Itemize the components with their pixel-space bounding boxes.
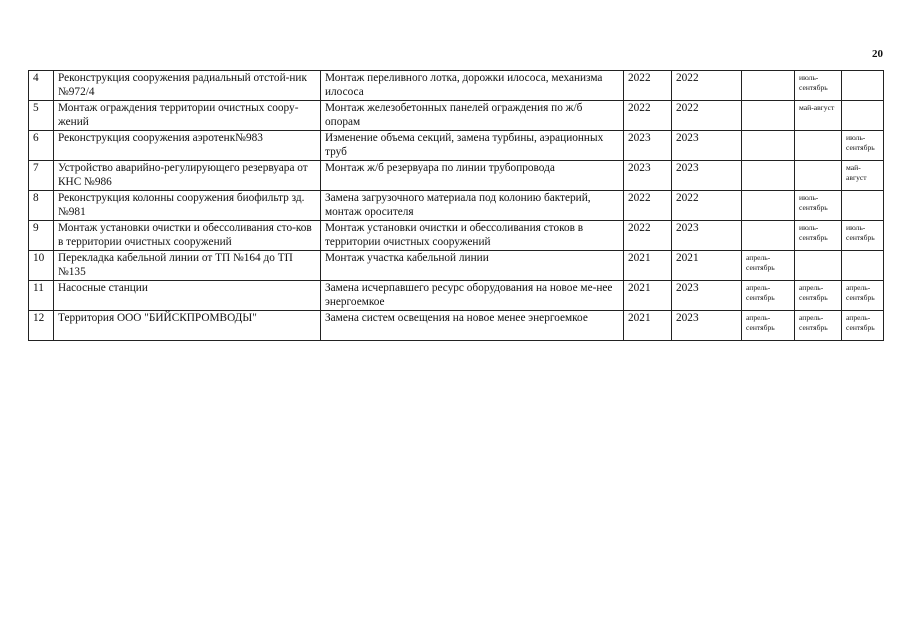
start-year-cell: 2021 — [624, 251, 672, 281]
period-2021-cell: апрель-сентябрь — [742, 311, 795, 341]
work-description-cell: Монтаж железобетонных панелей ограждения по ж/б опорам — [321, 101, 624, 131]
period-2022-cell: апрель-сентябрь — [795, 281, 842, 311]
period-2022-cell: июль-сентябрь — [795, 191, 842, 221]
period-2023-cell — [842, 191, 884, 221]
work-description-cell: Замена систем освещения на новое менее энергоемкое — [321, 311, 624, 341]
period-2022-cell: июль-сентябрь — [795, 221, 842, 251]
table-row — [29, 101, 884, 131]
period-2021-cell — [742, 101, 795, 131]
end-year-cell: 2022 — [672, 191, 742, 221]
row-number-cell: 8 — [29, 191, 54, 221]
period-2022-cell: апрель-сентябрь — [795, 311, 842, 341]
period-2022-cell: май-август — [795, 101, 842, 131]
row-number-cell: 9 — [29, 221, 54, 251]
period-2021-cell — [742, 161, 795, 191]
end-year-cell: 2023 — [672, 221, 742, 251]
table-row — [29, 161, 884, 191]
object-name-cell: Реконструкция сооружения аэротенк№983 — [54, 131, 321, 161]
row-number-cell: 11 — [29, 281, 54, 311]
table-row — [29, 221, 884, 251]
start-year-cell: 2022 — [624, 221, 672, 251]
work-description-cell: Монтаж установки очистки и обессоливания стоков в территории очистных сооружений — [321, 221, 624, 251]
row-number-cell: 12 — [29, 311, 54, 341]
object-name-cell: Перекладка кабельной линии от ТП №164 до ТП №135 — [54, 251, 321, 281]
end-year-cell: 2022 — [672, 101, 742, 131]
work-description-cell: Замена загрузочного материала под колонию бактерий, монтаж оросителя — [321, 191, 624, 221]
start-year-cell: 2022 — [624, 71, 672, 101]
object-name-cell: Реконструкция сооружения радиальный отстой-ник №972/4 — [54, 71, 321, 101]
end-year-cell: 2021 — [672, 251, 742, 281]
object-name-cell: Территория ООО "БИЙСКПРОМВОДЫ" — [54, 311, 321, 341]
period-2022-cell: июль-сентябрь — [795, 71, 842, 101]
table-row — [29, 191, 884, 221]
object-name-cell: Монтаж ограждения территории очистных соору-жений — [54, 101, 321, 131]
object-name-cell: Насосные станции — [54, 281, 321, 311]
period-2022-cell — [795, 131, 842, 161]
row-number-cell: 4 — [29, 71, 54, 101]
work-description-cell: Монтаж ж/б резервуара по линии трубопровода — [321, 161, 624, 191]
period-2021-cell — [742, 191, 795, 221]
table-row — [29, 311, 884, 341]
end-year-cell: 2023 — [672, 311, 742, 341]
end-year-cell: 2022 — [672, 71, 742, 101]
row-number-cell: 10 — [29, 251, 54, 281]
period-2021-cell — [742, 131, 795, 161]
start-year-cell: 2023 — [624, 131, 672, 161]
start-year-cell: 2022 — [624, 101, 672, 131]
start-year-cell: 2021 — [624, 311, 672, 341]
period-2023-cell: июль-сентябрь — [842, 221, 884, 251]
object-name-cell: Реконструкция колонны сооружения биофильтр зд.№981 — [54, 191, 321, 221]
period-2021-cell: апрель-сентябрь — [742, 251, 795, 281]
row-number-cell: 5 — [29, 101, 54, 131]
period-2023-cell: май-август — [842, 161, 884, 191]
period-2022-cell — [795, 251, 842, 281]
object-name-cell: Монтаж установки очистки и обессоливания сто-ков в территории очистных сооружений — [54, 221, 321, 251]
period-2023-cell: апрель-сентябрь — [842, 281, 884, 311]
table-row — [29, 281, 884, 311]
start-year-cell: 2021 — [624, 281, 672, 311]
work-description-cell: Монтаж участка кабельной линии — [321, 251, 624, 281]
object-name-cell: Устройство аварийно-регулирующего резервуара от КНС №986 — [54, 161, 321, 191]
end-year-cell: 2023 — [672, 281, 742, 311]
work-description-cell: Монтаж переливного лотка, дорожки илососа, механизма илососа — [321, 71, 624, 101]
page-number: 20 — [872, 48, 883, 60]
measures-table — [28, 70, 884, 341]
work-description-cell: Изменение объема секций, замена турбины, аэрационных труб — [321, 131, 624, 161]
period-2023-cell — [842, 71, 884, 101]
period-2023-cell: апрель-сентябрь — [842, 311, 884, 341]
start-year-cell: 2022 — [624, 191, 672, 221]
period-2021-cell — [742, 71, 795, 101]
period-2023-cell — [842, 251, 884, 281]
period-2021-cell — [742, 221, 795, 251]
table-row — [29, 71, 884, 101]
period-2023-cell — [842, 101, 884, 131]
row-number-cell: 7 — [29, 161, 54, 191]
row-number-cell: 6 — [29, 131, 54, 161]
table-row — [29, 251, 884, 281]
period-2021-cell: апрель-сентябрь — [742, 281, 795, 311]
end-year-cell: 2023 — [672, 161, 742, 191]
period-2023-cell: июль-сентябрь — [842, 131, 884, 161]
period-2022-cell — [795, 161, 842, 191]
work-description-cell: Замена исчерпавшего ресурс оборудования на новое ме-нее энергоемкое — [321, 281, 624, 311]
start-year-cell: 2023 — [624, 161, 672, 191]
end-year-cell: 2023 — [672, 131, 742, 161]
table-row — [29, 131, 884, 161]
